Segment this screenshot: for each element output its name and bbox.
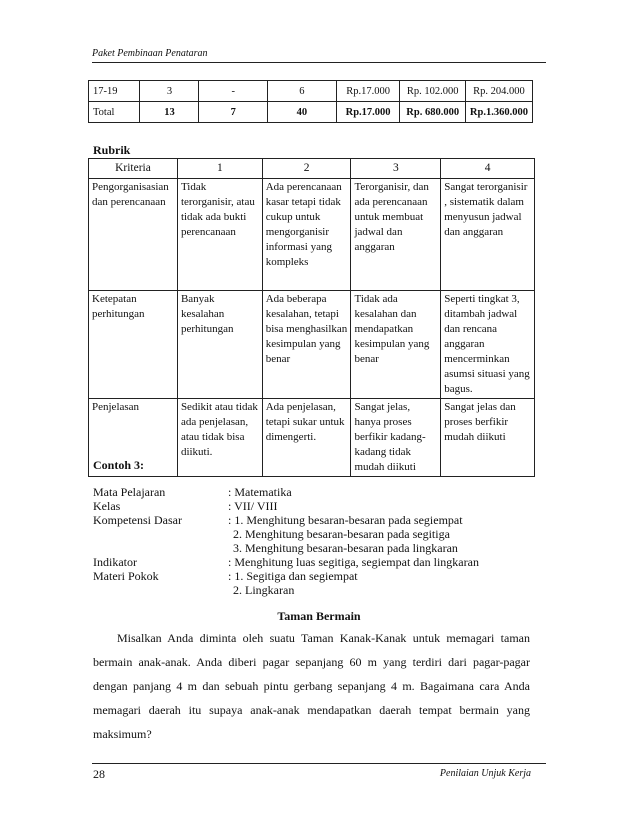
- table-row: [89, 81, 533, 102]
- rubric-header-row: [89, 159, 535, 179]
- rubric-header-cell: 3: [351, 159, 441, 179]
- table-cell: Sangat terorganisir , sistematik dalam menyusun jadwal dan anggaran: [441, 179, 535, 291]
- table-row: [89, 179, 535, 291]
- page-number: 28: [93, 767, 105, 781]
- rubric-header-cell: Kriteria: [89, 159, 178, 179]
- table-cell: 3: [140, 81, 199, 102]
- table-cell: Tidak ada kesalahan dan mendapatkan kesimpulan yang benar: [351, 291, 441, 399]
- kompetensi-value: : 1. Menghitung besaran-besaran pada segiempat: [228, 513, 463, 527]
- kompetensi-label: Kompetensi Dasar: [93, 513, 182, 527]
- table-cell: Pengorganisasian dan perencanaan: [89, 179, 178, 291]
- table-cell: Tidak terorganisir, atau tidak ada bukti perencanaan: [177, 179, 262, 291]
- mata-pelajaran-label: Mata Pelajaran: [93, 485, 166, 499]
- problem-paragraph: [93, 626, 530, 746]
- table-cell: 6: [268, 81, 337, 102]
- mata-pelajaran-value: : Matematika: [228, 485, 292, 499]
- table-cell: Total: [89, 102, 140, 123]
- materi-value: 2. Lingkaran: [233, 583, 295, 597]
- table-row: [89, 102, 533, 123]
- rubric-header-cell: 4: [441, 159, 535, 179]
- table-cell: Seperti tingkat 3, ditambah jadwal dan rencana anggaran mencerminkan asumsi situasi yang bagus.: [441, 291, 535, 399]
- cost-table: [88, 80, 533, 123]
- table-cell: Rp. 204.000: [465, 81, 532, 102]
- section-title: Taman Bermain: [277, 609, 361, 623]
- table-cell: 17-19: [89, 81, 140, 102]
- kelas-label: Kelas: [93, 499, 121, 513]
- kompetensi-value: 3. Menghitung besaran-besaran pada lingkaran: [233, 541, 458, 555]
- table-cell: 40: [268, 102, 337, 123]
- table-cell: Sangat jelas dan proses berfikir mudah diikuti: [441, 399, 535, 477]
- contoh-title: Contoh 3:: [93, 458, 145, 472]
- table-row: [89, 291, 535, 399]
- table-cell: Rp.1.360.000: [465, 102, 532, 123]
- indikator-label: Indikator: [93, 555, 137, 569]
- table-cell: Sangat jelas, hanya proses berfikir kadang-kadang tidak mudah diikuti: [351, 399, 441, 477]
- table-cell: Ketepatan perhitungan: [89, 291, 178, 399]
- table-cell: 13: [140, 102, 199, 123]
- rubric-table: [88, 158, 535, 477]
- footer-rule: [92, 763, 546, 764]
- table-cell: -: [199, 81, 268, 102]
- materi-label: Materi Pokok: [93, 569, 159, 583]
- table-cell: Rp. 102.000: [400, 81, 465, 102]
- kelas-value: : VII/ VIII: [228, 499, 278, 513]
- indikator-value: : Menghitung luas segitiga, segiempat dan lingkaran: [228, 555, 479, 569]
- paragraph-text: Misalkan Anda diminta oleh suatu Taman Kanak-Kanak untuk memagari taman bermain anak-anak. Anda diberi pagar sepanjang 60 m yang terdiri dari pagar-pagar dengan panjang 4 m dan sebuah pintu gerbang sepanjang 4 m. Bagaimana cara Anda memagari daerah itu supaya anak-anak mendapatkan daerah tempat bermain yang maksimum?: [93, 631, 530, 741]
- rubrik-title: Rubrik: [93, 143, 131, 157]
- materi-value: : 1. Segitiga dan segiempat: [228, 569, 358, 583]
- table-cell: Ada perencanaan kasar tetapi tidak cukup untuk mengorganisir informasi yang kompleks: [262, 179, 351, 291]
- running-footer: Penilaian Unjuk Kerja: [439, 768, 531, 779]
- header-rule: [92, 62, 546, 63]
- table-cell: Ada beberapa kesalahan, tetapi bisa menghasilkan kesimpulan yang benar: [262, 291, 351, 399]
- table-cell: Rp.17.000: [336, 81, 400, 102]
- kompetensi-value: 2. Menghitung besaran-besaran pada segitiga: [233, 527, 450, 541]
- table-cell: Sedikit atau tidak ada penjelasan, atau tidak bisa diikuti.: [177, 399, 262, 477]
- rubric-header-cell: 1: [177, 159, 262, 179]
- running-header: Paket Pembinaan Penataran: [92, 48, 208, 59]
- table-cell: Rp. 680.000: [400, 102, 465, 123]
- table-cell: Banyak kesalahan perhitungan: [177, 291, 262, 399]
- table-row: [89, 399, 535, 477]
- table-cell: Ada penjelasan, tetapi sukar untuk dimengerti.: [262, 399, 351, 477]
- table-cell: 7: [199, 102, 268, 123]
- table-cell: Terorganisir, dan ada perencanaan untuk membuat jadwal dan anggaran: [351, 179, 441, 291]
- table-cell: Rp.17.000: [336, 102, 400, 123]
- rubric-header-cell: 2: [262, 159, 351, 179]
- table-cell: Penjelasan: [89, 399, 178, 477]
